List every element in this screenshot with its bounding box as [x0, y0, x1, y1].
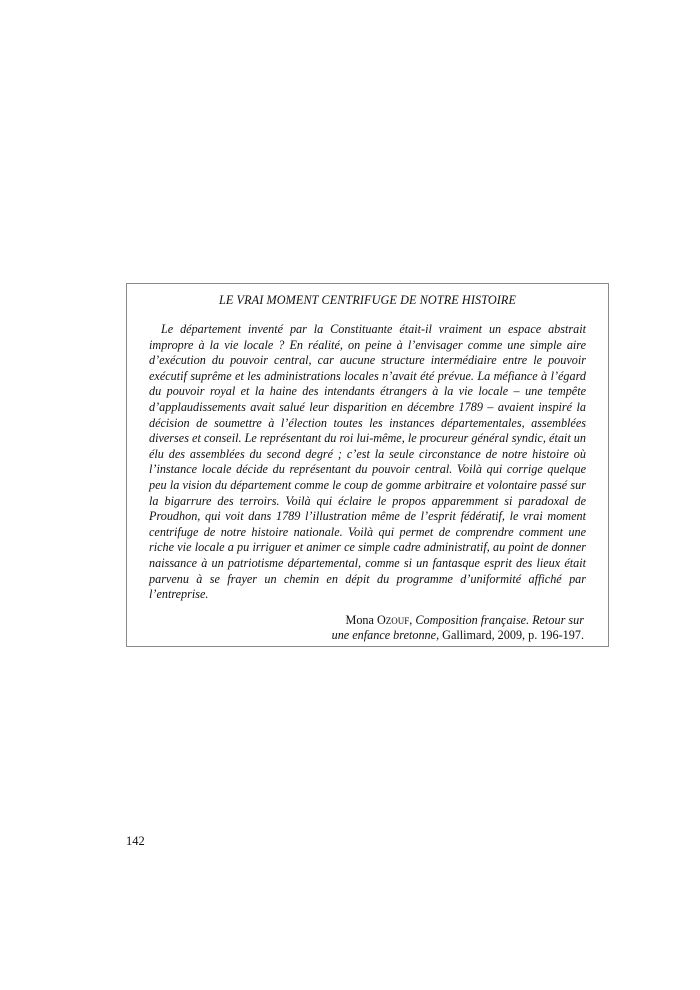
- citation-publisher: , Gallimard, 2009, p. 196-197.: [436, 628, 584, 643]
- citation-line-2: [149, 628, 584, 644]
- citation-author-first: Mona: [345, 612, 377, 627]
- citation-work-part2: une enfance bretonne: [331, 628, 437, 643]
- citation-line-1: [149, 613, 584, 629]
- quote-box: [126, 283, 609, 647]
- citation-work-part1: Composition française. Retour sur: [415, 612, 584, 627]
- citation-separator: ,: [409, 612, 416, 627]
- page-number: 142: [126, 834, 145, 848]
- box-title: LE VRAI MOMENT CENTRIFUGE DE NOTRE HISTOIRE: [218, 293, 516, 307]
- citation-author-last: Ozouf: [376, 612, 410, 627]
- quote-text: Le département inventé par la Constituante était-il vraiment un espace abstrait impropre à la vie locale ? En réalité, on peine à l’envisager comme une simple aire d’exécution du pouvoir central, car aucune structure intermédiaire entre le pouvoir exécutif suprême et les administrations locales n’avait été prévue. La méfiance à l’égard du pouvoir royal et la haine des intendants étrangers à la vie locale – une tempête d’applaudissements avait salué leur disparition en décembre 1789 – avaient inspiré la décision de soumettre à l’élection toutes les instances départementales, assemblées diverses et conseil. Le représentant du roi lui-même, le procureur général syndic, était un élu des assemblées du second degré ; c’est la seule circonstance de notre histoire où l’instance locale décide du représentant du pouvoir central. Voilà qui corrige quelque peu la vision du département comme le coup de gomme arbitraire et volontaire passé sur la bigarrure des terroirs. Voilà qui éclaire le propos apparemment si paradoxal de Proudhon, qui voit dans 1789 l’illustration même de l’esprit fédératif, le vrai moment centrifuge de notre histoire nationale. Voilà qui permet de comprendre comment une riche vie locale a pu irriguer et animer ce simple cadre administratif, au point de donner naissance à un patriotisme départemental, comme si un fantasque esprit des lieux était parvenu à se frayer un chemin en dépit du programme d’uniformité affiché par l’entreprise.: [149, 322, 586, 602]
- citation: [149, 613, 586, 644]
